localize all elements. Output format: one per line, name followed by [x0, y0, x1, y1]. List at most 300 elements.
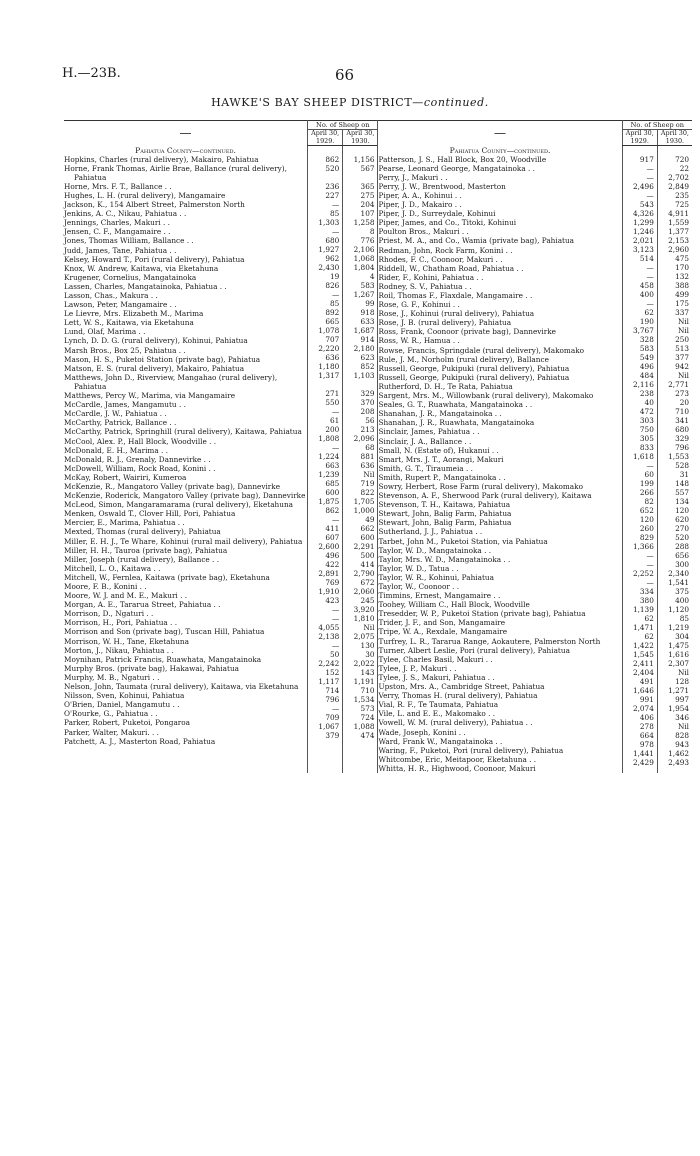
owner-name: Whitta, H. R., Highwood, Coonoor, Makuri	[378, 763, 536, 773]
owner-name: Rhodes, F. C., Coonoor, Makuri . .	[378, 254, 503, 264]
count-1930: 828	[675, 730, 689, 740]
count-1929: —	[331, 289, 340, 299]
count-1930: 107	[360, 208, 375, 218]
owner-name: Kelsey, Howard T., Pori (rural delivery), Pahiatua	[64, 254, 245, 264]
count-1930: 1,810	[353, 613, 375, 623]
owner-name: McDonald, R. J., Grenaly, Dannevirke . .	[64, 454, 211, 464]
count-1930: 567	[360, 163, 375, 173]
count-1929: 238	[639, 388, 654, 398]
count-1929: 379	[325, 730, 340, 740]
count-1930: 600	[360, 532, 375, 542]
owner-name: Piper, A. A., Kohinui . .	[378, 190, 462, 200]
owner-name: Tresedder, W. P., Puketoi Station (private bag), Pahiatua	[378, 609, 586, 619]
count-1929: 120	[639, 514, 654, 524]
count-1929: 2,496	[632, 181, 654, 191]
count-1929: 40	[644, 397, 654, 407]
count-1929: 1,246	[632, 226, 654, 236]
count-1929: 199	[639, 478, 654, 488]
count-1930: 132	[675, 271, 689, 281]
owner-name: Lynch, D. D. G. (rural delivery), Kohinui, Pahiatua	[64, 336, 248, 346]
count-1929: 514	[639, 253, 654, 263]
count-1930: 3,920	[353, 604, 375, 614]
count-1930: 942	[675, 361, 689, 371]
owner-name: Matson, E. S. (rural delivery), Makairo, Pahiatua	[64, 363, 245, 373]
count-1929: 664	[639, 730, 654, 740]
count-1930: 1,377	[668, 226, 689, 236]
owner-name: Sinclair, James, Pahiatua . .	[378, 427, 480, 437]
count-1930: 130	[360, 640, 375, 650]
count-1930: 235	[675, 190, 689, 200]
owner-name: Redman, John, Rock Farm, Konini . .	[378, 245, 513, 255]
count-1929: —	[331, 640, 340, 650]
count-1930: 99	[365, 298, 375, 308]
count-1930: 120	[675, 505, 689, 515]
count-1930: 1,120	[668, 604, 689, 614]
owner-name: Priest, M. A., and Co., Wamia (private bag), Pahiatua	[378, 236, 575, 246]
count-1930: 1,258	[353, 217, 375, 227]
owner-name: Ward, Frank W., Mangatainoka . .	[378, 736, 503, 746]
count-1930: 520	[675, 532, 689, 542]
owner-name: McCarthy, Patrick, Ballance . .	[64, 418, 177, 428]
count-1929: 60	[644, 469, 654, 479]
count-1930: 30	[365, 649, 375, 659]
left-1930-column	[343, 155, 378, 773]
owner-name: Toohey, William C., Hall Block, Woodville	[378, 600, 530, 610]
count-1930: 85	[679, 613, 689, 623]
owner-name: Riddell, W., Chatham Road, Pahiatua . .	[378, 263, 524, 273]
count-1930: 796	[675, 442, 689, 452]
column-header-row	[64, 121, 692, 130]
count-1929: 2,021	[632, 235, 654, 245]
owner-name: Hopkins, Charles (rural delivery), Makairo, Pahiatua	[64, 154, 259, 164]
count-1929: —	[646, 298, 654, 308]
owner-name: Lett, W. S., Kaitawa, via Eketahuna	[64, 318, 194, 328]
owner-name: Rider, F., Kohini, Pahiatua . .	[378, 272, 484, 282]
count-1930: Nil	[677, 721, 689, 731]
count-1930: 1,219	[668, 622, 689, 632]
count-1929: 227	[325, 190, 340, 200]
owner-name: Morgan, A. E., Tararua Street, Pahiatua . .	[64, 600, 221, 610]
count-1930: 672	[360, 577, 375, 587]
owner-name: Trider, J. F., and Son, Mangamaire	[378, 618, 506, 628]
owner-name: Sargent, Mrs. M., Willowbank (rural delivery), Makomako	[378, 391, 594, 401]
count-1930: 250	[675, 334, 689, 344]
owner-name: Seales, G. T., Ruawhata, Mangatainoka . .	[378, 400, 533, 410]
right-name-header: —	[378, 121, 622, 146]
owner-name: Krugener, Cornelius, Mangatainoka	[64, 272, 197, 282]
count-1929: 278	[639, 721, 654, 731]
count-1929: 4,326	[632, 208, 654, 218]
owner-name: McCardle, James, Mangamutu . .	[64, 400, 186, 410]
title-main: HAWKE'S BAY SHEEP DISTRICT—	[211, 96, 424, 109]
count-1930: 2,180	[353, 343, 375, 353]
owner-name: Ross, Frank, Coonoor (private bag), Dannevirke	[378, 327, 556, 337]
count-1929: 1,303	[318, 217, 340, 227]
count-1930: 275	[360, 190, 375, 200]
owner-name: Smart, Mrs. J. T., Aorangi, Makuri	[378, 454, 504, 464]
owner-name: Rowse, Francis, Springdale (rural delivery), Makomako	[378, 345, 585, 355]
count-1929: 829	[639, 532, 654, 542]
count-1930: 2,022	[353, 658, 375, 668]
owner-name: Stevenson, T. H., Kaitawa, Pahiatua	[378, 500, 511, 510]
owner-name: Rutherford, D. H., Te Rata, Pahiatua	[378, 381, 513, 391]
count-1929: 496	[325, 550, 340, 560]
count-1929: —	[646, 460, 654, 470]
owner-name: Morton, J., Nikau, Pahiatua . .	[64, 645, 174, 655]
count-1930: 49	[365, 514, 375, 524]
count-1930: 175	[675, 298, 689, 308]
count-1930: 2,307	[668, 658, 689, 668]
count-1929: —	[646, 559, 654, 569]
count-1929: —	[331, 442, 340, 452]
count-1930: 662	[360, 523, 375, 533]
count-1929: —	[331, 613, 340, 623]
count-1929: 550	[325, 397, 340, 407]
count-1930: 377	[675, 352, 689, 362]
count-1930: 2,493	[668, 757, 689, 767]
count-1930: 1,954	[668, 703, 689, 713]
owner-name: Mexted, Thomas (rural delivery), Pahiatua	[64, 527, 221, 537]
count-1929: 1,224	[318, 451, 340, 461]
count-1930: Nil	[677, 325, 689, 335]
owner-name: McDowell, William, Rock Road, Konini . .	[64, 463, 216, 473]
owner-name: Mercier, E., Marima, Pahiatua . .	[64, 518, 185, 528]
left-date-a: April 30, 1929.	[308, 130, 343, 146]
owner-name: Morrison and Son (private bag), Tuscan Hill, Pahiatua	[64, 627, 265, 637]
count-1929: 707	[325, 334, 340, 344]
count-1930: Nil	[363, 622, 375, 632]
count-1930: 2,096	[353, 433, 375, 443]
owner-name: Pearse, Leonard George, Mangatainoka . .	[378, 163, 535, 173]
owner-name: Moynihan, Patrick Francis, Ruawhata, Mangatainoka	[64, 654, 262, 664]
count-1930: Nil	[677, 667, 689, 677]
owner-name: Matthews, John D., Riverview, Mangahao (rural delivery), Pahiatua	[64, 372, 278, 391]
owner-name: Perry, J. W., Brentwood, Masterton	[378, 181, 506, 191]
count-1929: 85	[329, 298, 340, 308]
count-1930: 341	[675, 415, 689, 425]
left-1929-column	[308, 155, 343, 773]
count-1930: 346	[675, 712, 689, 722]
count-1930: 620	[675, 514, 689, 524]
count-1930: 1,687	[353, 325, 375, 335]
count-1929: 484	[639, 370, 654, 380]
count-1929: 236	[325, 181, 340, 191]
count-1930: 414	[360, 559, 375, 569]
count-1929: 62	[644, 613, 654, 623]
count-1929: 200	[325, 424, 340, 434]
count-1929: 665	[325, 316, 340, 326]
owner-name: Timmins, Ernest, Mangamaire . .	[378, 591, 501, 601]
count-1929: 1,299	[632, 217, 654, 227]
count-1929: 334	[639, 586, 654, 596]
owner-name: Sutherland, J. J., Pahiatua . .	[378, 527, 483, 537]
page-title	[0, 96, 700, 109]
owner-name: Patterson, J. S., Hall Block, Box 20, Woodville	[378, 154, 547, 164]
count-1930: 1,705	[353, 496, 375, 506]
owner-name: Whitcombe, Eric, Meitapoor, Eketahuna . .	[378, 754, 537, 764]
owner-name: Turner, Albert Leslie, Pori (rural delivery), Pahiatua	[378, 645, 570, 655]
count-1930: 528	[675, 460, 689, 470]
count-1930: 270	[675, 523, 689, 533]
count-1930: 329	[675, 433, 689, 443]
count-1929: 1,646	[632, 685, 654, 695]
count-1930: 1,541	[668, 577, 689, 587]
owner-name: Morrison, D., Ngaturi . .	[64, 609, 154, 619]
count-1929: —	[646, 172, 654, 182]
owner-name: McCool, Alex. P., Hall Block, Woodville . .	[64, 436, 217, 446]
count-1929: 652	[639, 505, 654, 515]
count-1930: 2,106	[353, 244, 375, 254]
count-1930: 633	[360, 316, 375, 326]
count-1929: 2,220	[318, 343, 340, 353]
count-1929: 458	[639, 280, 654, 290]
owner-name: Perry, J., Makuri . .	[378, 172, 448, 182]
owner-name: Mitchell, W., Fernlea, Kaitawa (private bag), Eketahuna	[64, 572, 270, 582]
count-1930: 656	[675, 550, 689, 560]
owner-name: Sowry, Herbert, Rose Farm (rural delivery), Makomako	[378, 481, 583, 491]
owner-name: Patchett, A. J., Masterton Road, Pahiatua	[64, 736, 216, 746]
owner-name: Jackson, K., 154 Albert Street, Palmerston North	[64, 200, 245, 210]
count-1930: 943	[675, 739, 689, 749]
count-1930: 623	[360, 352, 375, 362]
owner-name: Knox, W. Andrew, Kaitawa, via Eketahuna	[64, 263, 219, 273]
count-1930: 2,153	[668, 235, 689, 245]
count-1930: 2,060	[353, 586, 375, 596]
count-1929: 2,138	[318, 631, 340, 641]
owner-name: Roil, Thomas F., Flaxdale, Mangamaire . .	[378, 291, 533, 300]
owner-name: O'Rourke, G., Pahiatua . .	[64, 709, 158, 719]
owner-name: Stevenson, A. F., Sherwood Park (rural delivery), Kaitawa	[378, 491, 592, 501]
count-1930: 725	[675, 199, 689, 209]
owner-name: Rose, G. F., Kohinui . .	[378, 300, 460, 310]
count-1930: 204	[360, 199, 375, 209]
count-1930: 918	[360, 307, 375, 317]
count-1930: 213	[360, 424, 375, 434]
owner-name: Mitchell, L. O., Kaitawa . .	[64, 563, 161, 573]
owner-name: Hughes, L. H. (rural delivery), Mangamaire	[64, 190, 226, 200]
owner-name: Ross, W. R., Hamua . .	[378, 336, 460, 346]
owner-name: Jenkins, A. C., Nikau, Pahiatua . .	[64, 209, 187, 219]
owner-name: Jones, Thomas William, Ballance . .	[64, 236, 194, 246]
title-continued: continued.	[423, 96, 489, 109]
count-1929: 271	[325, 388, 340, 398]
owner-name: Taylor, W., Coonoor . .	[378, 582, 460, 591]
owner-name: Tylee, J. P., Makuri . .	[378, 663, 457, 673]
owner-name: Vial, R. F., Te Taumata, Pahiatua	[378, 700, 499, 710]
count-1930: 1,475	[668, 640, 689, 650]
count-1930: 475	[675, 253, 689, 263]
count-1930: 128	[675, 676, 689, 686]
count-1929: 4,055	[318, 622, 340, 632]
count-1929: 423	[325, 595, 340, 605]
count-1929: 19	[329, 271, 340, 281]
count-1929: 796	[325, 694, 340, 704]
count-1929: 491	[639, 676, 654, 686]
owner-name: Waring, F., Puketoi, Pori (rural delivery), Pahiatua	[378, 745, 564, 755]
count-1930: 881	[360, 451, 375, 461]
count-1929: 714	[325, 685, 340, 695]
count-1929: 862	[325, 154, 340, 164]
count-1929: —	[646, 271, 654, 281]
count-1929: 1,808	[318, 433, 340, 443]
count-1929: 152	[325, 667, 340, 677]
owner-name: McLeod, Simon, Mangaramarama (rural delivery), Eketahuna	[64, 500, 294, 510]
count-1929: 472	[639, 406, 654, 416]
count-1930: 1,553	[668, 451, 689, 461]
sheep-table	[64, 120, 692, 773]
count-1930: 400	[675, 595, 689, 605]
count-1929: 2,074	[632, 703, 654, 713]
count-1929: 549	[639, 352, 654, 362]
left-name-header: —	[179, 125, 192, 140]
count-1929: 50	[329, 649, 340, 659]
count-1929: 1,927	[318, 244, 340, 254]
count-1930: 1,088	[353, 721, 375, 731]
owner-name: Stewart, John, Balig Farm, Pahiatua	[378, 518, 512, 528]
count-1930: 1,267	[353, 289, 375, 299]
owner-name: Murphy Bros. (private bag), Hakawai, Pahiatua	[64, 663, 240, 673]
count-1930: 22	[679, 163, 689, 173]
count-1929: —	[646, 550, 654, 560]
owner-name: Nilsson, Sven, Kohinui, Pahiatua	[64, 691, 185, 701]
count-1930: 300	[675, 559, 689, 569]
owner-name: Poulton Bros., Makuri . .	[378, 227, 469, 237]
count-1929: —	[646, 163, 654, 173]
count-1929: —	[646, 577, 654, 587]
owner-name: Rose, J. B. (rural delivery), Pahiatua	[378, 318, 512, 328]
owner-name: Nelson, John, Taumata (rural delivery), Kaitawa, via Eketahuna	[64, 682, 299, 692]
count-1929: 917	[639, 154, 654, 164]
owner-name: Jennings, Charles, Makuri . .	[64, 218, 170, 228]
count-1930: 375	[675, 586, 689, 596]
count-1930: 2,075	[353, 631, 375, 641]
count-1929: 2,429	[632, 757, 654, 767]
owner-name: Tylee, Charles Basil, Makuri . .	[378, 654, 493, 664]
owner-name: Lawson, Peter, Mangamaire . .	[64, 300, 177, 310]
count-1929: 826	[325, 280, 340, 290]
count-1930: 8	[369, 226, 375, 236]
owner-name: Taylor, Mrs. W. D., Mangatainoka . .	[378, 554, 511, 564]
owner-name: Mason, H. S., Puketoi Station (private bag), Pahiatua	[64, 354, 261, 364]
owner-name: Jensen, C. F., Mangamaire . .	[64, 227, 171, 237]
count-1930: 1,191	[353, 676, 375, 686]
table-row	[64, 155, 692, 773]
owner-name: Rule, J. M., Norholm (rural delivery), Ballance	[378, 354, 549, 364]
owner-name: Wade, Joseph, Konini . .	[378, 727, 466, 737]
owner-name: Russell, George, Pukipuki (rural delivery), Pahiatua	[378, 363, 570, 373]
right-date-b: April 30, 1930.	[657, 130, 692, 146]
count-1929: 1,618	[632, 451, 654, 461]
count-1929: 1,875	[318, 496, 340, 506]
owner-name: Rodney, S. V., Pahiatua . .	[378, 281, 472, 291]
count-1930: 680	[675, 424, 689, 434]
count-1930: 288	[675, 541, 689, 551]
count-1929: 600	[325, 487, 340, 497]
count-1929: 680	[325, 235, 340, 245]
count-1929: 260	[639, 523, 654, 533]
count-1929: 583	[639, 343, 654, 353]
count-1930: 365	[360, 181, 375, 191]
count-1930: 1,156	[353, 154, 375, 164]
count-1930: 68	[365, 442, 375, 452]
count-1930: 1,534	[353, 694, 375, 704]
count-1929: 663	[325, 460, 340, 470]
owner-name: Parker, Robert, Puketoi, Pongaroa	[64, 718, 191, 728]
count-1929: 2,116	[632, 379, 654, 389]
count-1930: 170	[675, 262, 689, 272]
right-date-a: April 30, 1929.	[622, 130, 657, 146]
count-1929: 685	[325, 478, 340, 488]
count-1930: 1,000	[353, 505, 375, 515]
count-1930: 1,068	[353, 253, 375, 263]
count-1929: 1,366	[632, 541, 654, 551]
count-1930: 513	[675, 343, 689, 353]
count-1930: 852	[360, 361, 375, 371]
count-1930: 4,911	[668, 208, 689, 218]
right-1929-column	[622, 155, 657, 773]
count-1929: —	[331, 514, 340, 524]
owner-name: Marsh Bros., Box 25, Pahiatua . .	[64, 345, 186, 355]
owner-name: Lasson, Chas., Makura . .	[64, 291, 158, 300]
count-1930: 583	[360, 280, 375, 290]
count-1930: 2,340	[668, 568, 689, 578]
owner-name: Tripe, W. A., Rexdale, Mangamaire	[378, 627, 508, 637]
count-1929: 892	[325, 307, 340, 317]
owner-name: Lund, Olaf, Marima . .	[64, 327, 146, 337]
count-1930: 2,771	[668, 379, 689, 389]
right-names-column	[378, 155, 622, 773]
count-1929: 2,242	[318, 658, 340, 668]
count-1930: 1,103	[353, 370, 375, 380]
count-1930: 208	[360, 406, 375, 416]
count-1929: 978	[639, 739, 654, 749]
count-1929: 769	[325, 577, 340, 587]
owner-name: McCardle, J. W., Pahiatua . .	[64, 409, 167, 419]
count-1930: 710	[675, 406, 689, 416]
count-1930: 997	[675, 694, 689, 704]
owner-name: Upston, Mrs. A., Cambridge Street, Pahiatua	[378, 682, 545, 692]
count-1930: 370	[360, 397, 375, 407]
count-1929: 709	[325, 712, 340, 722]
count-1929: 1,239	[318, 469, 340, 479]
count-1929: 833	[639, 442, 654, 452]
owner-name: Shanahan, J. R., Mangatainoka . .	[378, 409, 502, 419]
count-1929: 1,910	[318, 586, 340, 596]
owner-name: Taylor, W. R., Kohinui, Pahiatua	[378, 572, 494, 582]
count-1930: 1,271	[668, 685, 689, 695]
count-1929: 1,441	[632, 748, 654, 758]
right-1930-column	[657, 155, 692, 773]
count-1930: 2,702	[668, 172, 689, 182]
count-1929: 543	[639, 199, 654, 209]
count-1929: 305	[639, 433, 654, 443]
count-1929: 962	[325, 253, 340, 263]
owner-name: Menken, Oswald T., Clover Hill, Pori, Pahiatua	[64, 509, 236, 519]
count-1930: Nil	[677, 370, 689, 380]
owner-name: Judd, James, Tane, Pahiatua . .	[64, 245, 177, 255]
owner-name: Parker, Walter, Makuri. . .	[64, 727, 159, 737]
count-1929: 266	[639, 487, 654, 497]
count-1930: 914	[360, 334, 375, 344]
owner-name: Smith, G. T., Tiraumeia . .	[378, 463, 473, 473]
count-1929: 85	[329, 208, 340, 218]
count-1929: 328	[639, 334, 654, 344]
count-1929: —	[646, 190, 654, 200]
owner-name: Moore, W. J. and M. E., Makuri . .	[64, 591, 188, 601]
count-1929: 607	[325, 532, 340, 542]
count-1929: 1,422	[632, 640, 654, 650]
owner-name: Miller, H. H., Tauroa (private bag), Pahiatua	[64, 545, 228, 555]
